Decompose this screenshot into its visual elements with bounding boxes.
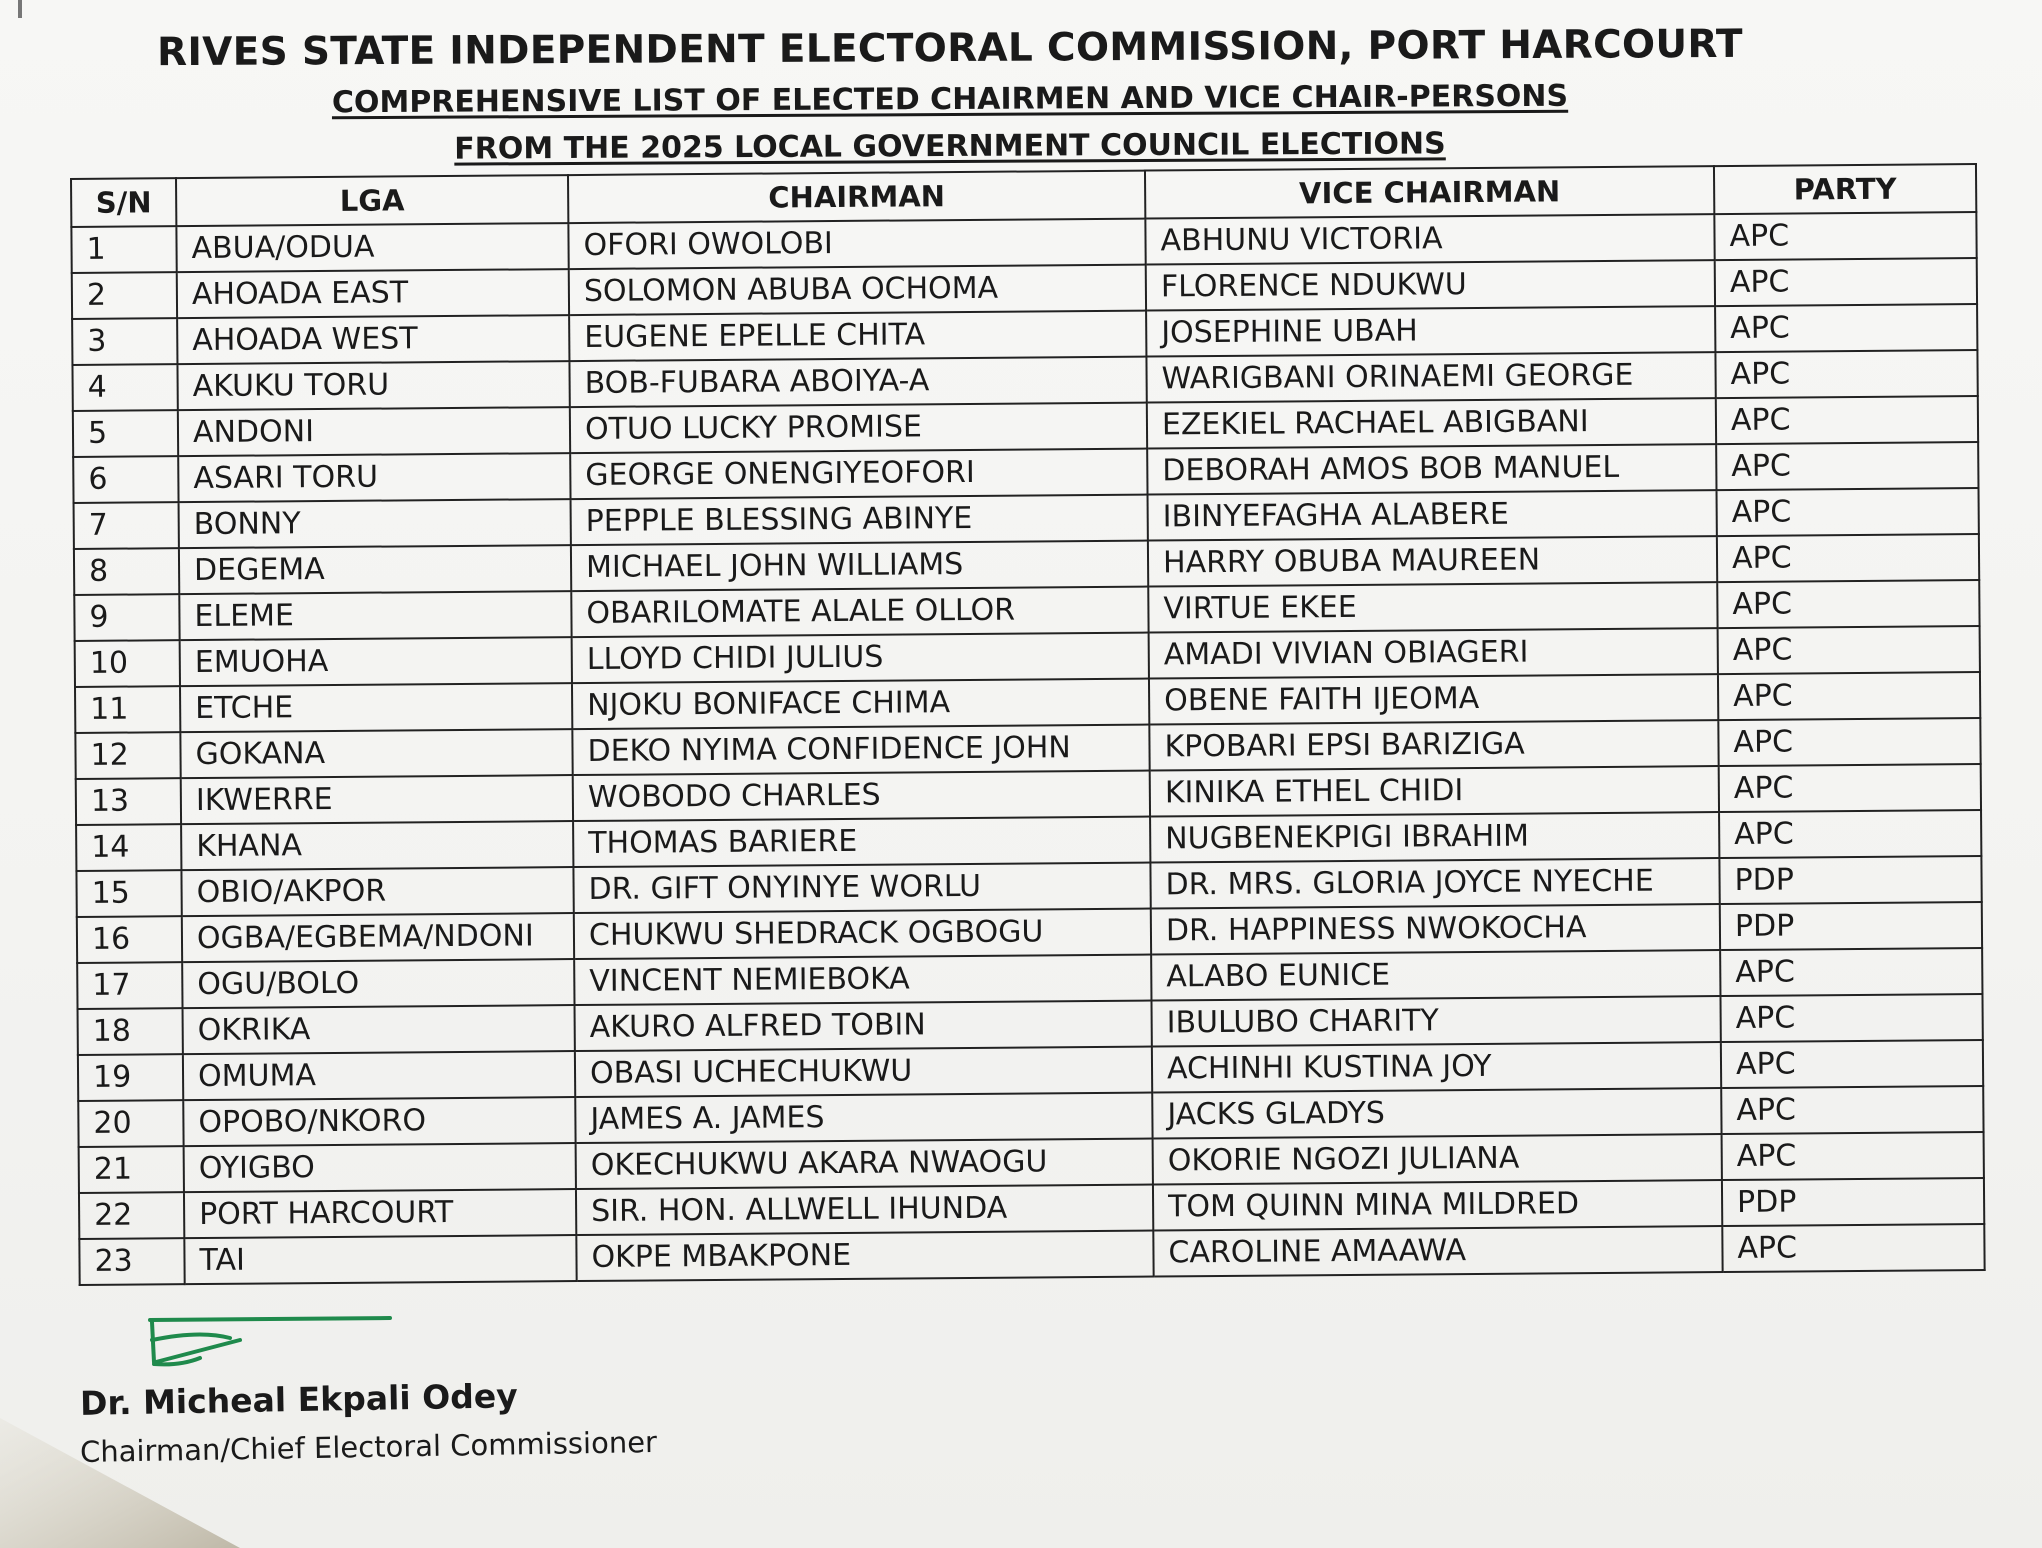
cell-vice-chairman: AMADI VIVIAN OBIAGERI — [1149, 628, 1718, 678]
cell-sn: 1 — [71, 226, 176, 273]
cell-lga: AHOADA EAST — [177, 269, 569, 318]
cell-lga: OMUMA — [183, 1051, 575, 1100]
signer-name: Dr. Micheal Ekpali Odey — [79, 1376, 519, 1423]
cell-chairman: AKURO ALFRED TOBIN — [575, 1001, 1152, 1052]
cell-chairman: DR. GIFT ONYINYE WORLU — [573, 863, 1150, 914]
edge-mark — [18, 0, 22, 18]
cell-sn: 16 — [77, 916, 182, 963]
cell-lga: TAI — [184, 1235, 576, 1284]
cell-chairman: OKPE MBAKPONE — [576, 1231, 1153, 1282]
cell-chairman: WOBODO CHARLES — [573, 771, 1150, 822]
cell-vice-chairman: IBINYEFAGHA ALABERE — [1148, 490, 1717, 540]
cell-party: APC — [1716, 396, 1978, 444]
cell-chairman: DEKO NYIMA CONFIDENCE JOHN — [572, 725, 1149, 776]
cell-party: APC — [1718, 672, 1980, 720]
cell-chairman: LLOYD CHIDI JULIUS — [572, 633, 1149, 684]
cell-vice-chairman: DEBORAH AMOS BOB MANUEL — [1147, 444, 1716, 494]
cell-party: APC — [1717, 580, 1979, 628]
cell-vice-chairman: FLORENCE NDUKWU — [1146, 260, 1715, 310]
cell-lga: PORT HARCOURT — [184, 1189, 576, 1238]
cell-party: APC — [1721, 1040, 1983, 1088]
cell-lga: ASARI TORU — [178, 453, 570, 502]
cell-vice-chairman: DR. MRS. GLORIA JOYCE NYECHE — [1150, 858, 1719, 908]
table-body — [71, 212, 1984, 1285]
cell-vice-chairman: IBULUBO CHARITY — [1151, 996, 1720, 1046]
cell-vice-chairman: WARIGBANI ORINAEMI GEORGE — [1146, 352, 1715, 402]
cell-lga: OYIGBO — [184, 1143, 576, 1192]
cell-vice-chairman: KINIKA ETHEL CHIDI — [1150, 766, 1719, 816]
cell-lga: ETCHE — [180, 683, 572, 732]
cell-sn: 13 — [76, 778, 181, 825]
cell-sn: 19 — [78, 1054, 183, 1101]
cell-vice-chairman: JOSEPHINE UBAH — [1146, 306, 1715, 356]
cell-party: PDP — [1722, 1178, 1984, 1226]
cell-vice-chairman: DR. HAPPINESS NWOKOCHA — [1151, 904, 1720, 954]
document-subtitle-line2: FROM THE 2025 LOCAL GOVERNMENT COUNCIL ELECTIONS — [454, 126, 1446, 167]
cell-party: APC — [1718, 718, 1980, 766]
cell-chairman: BOB-FUBARA ABOIYA-A — [569, 357, 1146, 408]
signer-title: Chairman/Chief Electoral Commissioner — [79, 1424, 658, 1470]
cell-chairman: CHUKWU SHEDRACK OGBOGU — [574, 909, 1151, 960]
results-table-wrapper — [70, 163, 1984, 1286]
cell-sn: 8 — [74, 548, 179, 595]
cell-chairman: OKECHUKWU AKARA NWAOGU — [576, 1139, 1153, 1190]
corner-shadow — [0, 1398, 240, 1548]
cell-vice-chairman: HARRY OBUBA MAUREEN — [1148, 536, 1717, 586]
cell-party: APC — [1722, 1224, 1984, 1272]
cell-vice-chairman: KPOBARI EPSI BARIZIGA — [1149, 720, 1718, 770]
cell-sn: 17 — [77, 962, 182, 1009]
cell-chairman: PEPPLE BLESSING ABINYE — [571, 495, 1148, 546]
header-party: PARTY — [1714, 164, 1976, 214]
cell-sn: 22 — [79, 1192, 184, 1239]
cell-party: APC — [1719, 810, 1981, 858]
cell-sn: 21 — [79, 1146, 184, 1193]
cell-lga: OBIO/AKPOR — [181, 867, 573, 916]
cell-chairman: NJOKU BONIFACE CHIMA — [572, 679, 1149, 730]
cell-chairman: MICHAEL JOHN WILLIAMS — [571, 541, 1148, 592]
cell-lga: OPOBO/NKORO — [183, 1097, 575, 1146]
cell-sn: 23 — [79, 1238, 184, 1285]
cell-vice-chairman: ACHINHI KUSTINA JOY — [1152, 1042, 1721, 1092]
cell-chairman: SOLOMON ABUBA OCHOMA — [569, 265, 1146, 316]
header-lga: LGA — [176, 175, 568, 226]
cell-vice-chairman: ABHUNU VICTORIA — [1145, 214, 1714, 264]
cell-chairman: OFORI OWOLOBI — [568, 219, 1145, 270]
document-header — [0, 22, 1900, 170]
cell-party: APC — [1720, 948, 1982, 996]
cell-vice-chairman: VIRTUE EKEE — [1148, 582, 1717, 632]
cell-lga: OGU/BOLO — [182, 959, 574, 1008]
header-chairman: CHAIRMAN — [568, 171, 1145, 224]
document-subtitle-line1: COMPREHENSIVE LIST OF ELECTED CHAIRMEN AND VICE CHAIR-PERSONS — [331, 78, 1569, 121]
cell-party: APC — [1717, 534, 1979, 582]
cell-sn: 15 — [76, 870, 181, 917]
cell-party: APC — [1716, 442, 1978, 490]
cell-vice-chairman: TOM QUINN MINA MILDRED — [1153, 1180, 1722, 1230]
cell-lga: GOKANA — [180, 729, 572, 778]
cell-vice-chairman: NUGBENEKPIGI IBRAHIM — [1150, 812, 1719, 862]
cell-vice-chairman: CAROLINE AMAAWA — [1153, 1226, 1722, 1276]
cell-sn: 6 — [73, 456, 178, 503]
cell-party: PDP — [1720, 902, 1982, 950]
cell-party: APC — [1715, 350, 1977, 398]
cell-vice-chairman: OKORIE NGOZI JULIANA — [1153, 1134, 1722, 1184]
cell-chairman: OBARILOMATE ALALE OLLOR — [571, 587, 1148, 638]
cell-chairman: THOMAS BARIERE — [573, 817, 1150, 868]
cell-party: APC — [1718, 626, 1980, 674]
cell-party: APC — [1715, 304, 1977, 352]
cell-sn: 3 — [72, 318, 177, 365]
cell-lga: ELEME — [179, 591, 571, 640]
header-vice-chairman: VICE CHAIRMAN — [1145, 166, 1714, 218]
results-table — [70, 163, 1986, 1286]
cell-vice-chairman: JACKS GLADYS — [1152, 1088, 1721, 1138]
cell-chairman: OTUO LUCKY PROMISE — [570, 403, 1147, 454]
cell-chairman: VINCENT NEMIEBOKA — [574, 955, 1151, 1006]
cell-chairman: OBASI UCHECHUKWU — [575, 1047, 1152, 1098]
cell-chairman: JAMES A. JAMES — [575, 1093, 1152, 1144]
cell-lga: ANDONI — [178, 407, 570, 456]
cell-chairman: SIR. HON. ALLWELL IHUNDA — [576, 1185, 1153, 1236]
cell-party: APC — [1714, 212, 1976, 260]
cell-sn: 12 — [75, 732, 180, 779]
cell-sn: 9 — [74, 594, 179, 641]
cell-lga: IKWERRE — [181, 775, 573, 824]
cell-lga: BONNY — [179, 499, 571, 548]
cell-vice-chairman: ALABO EUNICE — [1151, 950, 1720, 1000]
cell-lga: KHANA — [181, 821, 573, 870]
cell-lga: DEGEMA — [179, 545, 571, 594]
cell-sn: 10 — [75, 640, 180, 687]
cell-party: APC — [1719, 764, 1981, 812]
cell-party: PDP — [1719, 856, 1981, 904]
cell-party: APC — [1720, 994, 1982, 1042]
cell-lga: OGBA/EGBEMA/NDONI — [182, 913, 574, 962]
header-sn: S/N — [71, 178, 176, 227]
cell-sn: 18 — [78, 1008, 183, 1055]
cell-lga: ABUA/ODUA — [176, 223, 568, 272]
cell-chairman: EUGENE EPELLE CHITA — [569, 311, 1146, 362]
document-title: RIVES STATE INDEPENDENT ELECTORAL COMMISSION, PORT HARCOURT — [156, 21, 1743, 76]
cell-party: APC — [1715, 258, 1977, 306]
cell-sn: 2 — [72, 272, 177, 319]
cell-sn: 20 — [78, 1100, 183, 1147]
cell-sn: 11 — [75, 686, 180, 733]
cell-sn: 14 — [76, 824, 181, 871]
cell-vice-chairman: OBENE FAITH IJEOMA — [1149, 674, 1718, 724]
cell-lga: AKUKU TORU — [177, 361, 569, 410]
cell-vice-chairman: EZEKIEL RACHAEL ABIGBANI — [1147, 398, 1716, 448]
cell-chairman: GEORGE ONENGIYEOFORI — [570, 449, 1147, 500]
cell-lga: AHOADA WEST — [177, 315, 569, 364]
cell-lga: EMUOHA — [180, 637, 572, 686]
cell-sn: 4 — [72, 364, 177, 411]
cell-party: APC — [1717, 488, 1979, 536]
cell-party: APC — [1722, 1132, 1984, 1180]
cell-party: APC — [1721, 1086, 1983, 1134]
cell-lga: OKRIKA — [183, 1005, 575, 1054]
cell-sn: 5 — [73, 410, 178, 457]
cell-sn: 7 — [74, 502, 179, 549]
